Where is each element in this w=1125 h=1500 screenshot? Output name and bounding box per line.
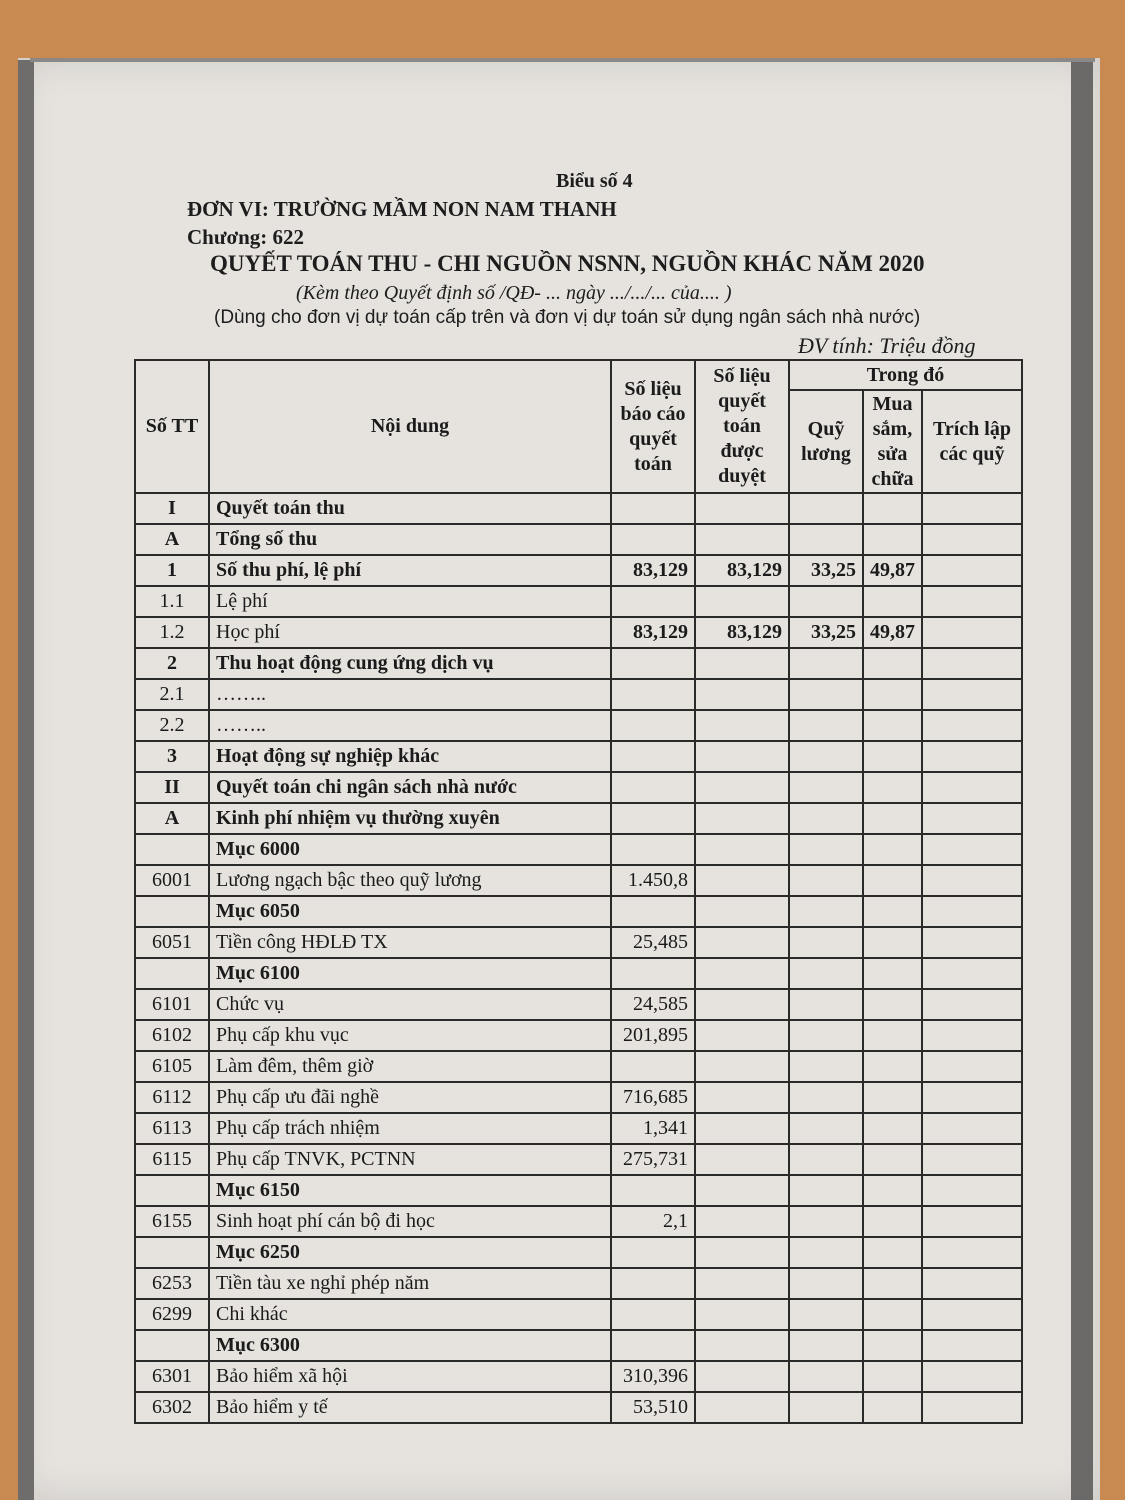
row-salary-fund (789, 834, 863, 865)
row-stt: 6253 (135, 1268, 209, 1299)
table-row (135, 741, 1022, 772)
row-reported (611, 1051, 695, 1082)
table-row (135, 1020, 1022, 1051)
row-stt (135, 896, 209, 927)
row-approved (695, 741, 789, 772)
chapter-label: Chương: 622 (187, 225, 304, 249)
table-row (135, 803, 1022, 834)
row-procurement (863, 1299, 922, 1330)
row-content: …….. (209, 679, 611, 710)
row-funds (922, 648, 1022, 679)
row-funds (922, 555, 1022, 586)
row-salary-fund (789, 741, 863, 772)
row-approved (695, 989, 789, 1020)
row-funds (922, 1113, 1022, 1144)
row-content: Chi khác (209, 1299, 611, 1330)
row-stt: 6113 (135, 1113, 209, 1144)
row-stt (135, 958, 209, 989)
row-content: Sinh hoạt phí cán bộ đi học (209, 1206, 611, 1237)
row-content: Mục 6150 (209, 1175, 611, 1206)
unit-of-measure: ĐV tính: Triệu đồng (798, 333, 976, 358)
table-row (135, 710, 1022, 741)
row-content: Tiền tàu xe nghỉ phép năm (209, 1268, 611, 1299)
row-content: Tổng số thu (209, 524, 611, 555)
row-salary-fund (789, 1330, 863, 1361)
col-header-procurement: Mua sắm, sửa chữa (863, 390, 922, 493)
table-row (135, 1268, 1022, 1299)
row-salary-fund (789, 710, 863, 741)
row-stt: 6155 (135, 1206, 209, 1237)
table-row (135, 1051, 1022, 1082)
table-row (135, 1206, 1022, 1237)
row-salary-fund (789, 1051, 863, 1082)
row-approved (695, 1144, 789, 1175)
col-header-of-which: Trong đó (789, 360, 1022, 390)
row-funds (922, 1392, 1022, 1423)
row-salary-fund (789, 927, 863, 958)
table-row (135, 1361, 1022, 1392)
row-procurement (863, 1020, 922, 1051)
row-content: Số thu phí, lệ phí (209, 555, 611, 586)
row-procurement (863, 679, 922, 710)
row-approved (695, 772, 789, 803)
settlement-table (134, 359, 1023, 1424)
row-content: Tiền công HĐLĐ TX (209, 927, 611, 958)
row-procurement (863, 741, 922, 772)
row-reported: 2,1 (611, 1206, 695, 1237)
row-procurement (863, 1051, 922, 1082)
row-procurement (863, 803, 922, 834)
row-stt (135, 1330, 209, 1361)
row-salary-fund (789, 1175, 863, 1206)
row-approved (695, 648, 789, 679)
row-approved (695, 803, 789, 834)
row-approved (695, 1392, 789, 1423)
table-row (135, 1330, 1022, 1361)
table-row (135, 927, 1022, 958)
row-procurement (863, 927, 922, 958)
row-approved (695, 1113, 789, 1144)
col-header-approved: Số liệu quyết toán được duyệt (695, 360, 789, 493)
row-salary-fund (789, 586, 863, 617)
row-reported (611, 958, 695, 989)
row-funds (922, 1051, 1022, 1082)
table-body (135, 493, 1022, 1423)
row-content: Quyết toán chi ngân sách nhà nước (209, 772, 611, 803)
row-funds (922, 1206, 1022, 1237)
row-reported: 1.450,8 (611, 865, 695, 896)
row-stt (135, 1237, 209, 1268)
row-funds (922, 927, 1022, 958)
row-content: Bảo hiểm xã hội (209, 1361, 611, 1392)
row-approved (695, 586, 789, 617)
row-procurement (863, 1330, 922, 1361)
row-salary-fund (789, 1361, 863, 1392)
row-stt: 2.1 (135, 679, 209, 710)
table-row (135, 648, 1022, 679)
paper-left-shadow (18, 60, 34, 1500)
row-procurement (863, 1392, 922, 1423)
row-stt (135, 1175, 209, 1206)
row-salary-fund (789, 896, 863, 927)
row-reported (611, 772, 695, 803)
row-stt: 6001 (135, 865, 209, 896)
row-procurement (863, 989, 922, 1020)
table-row (135, 989, 1022, 1020)
table-row (135, 834, 1022, 865)
row-funds (922, 834, 1022, 865)
row-funds (922, 741, 1022, 772)
row-procurement (863, 772, 922, 803)
row-procurement (863, 648, 922, 679)
row-procurement (863, 524, 922, 555)
table-header (135, 360, 1022, 493)
row-stt: 3 (135, 741, 209, 772)
row-reported (611, 1268, 695, 1299)
row-procurement (863, 1361, 922, 1392)
row-reported: 1,341 (611, 1113, 695, 1144)
row-reported (611, 834, 695, 865)
table-row (135, 586, 1022, 617)
row-reported: 716,685 (611, 1082, 695, 1113)
row-approved (695, 1020, 789, 1051)
table-row (135, 555, 1022, 586)
unit-name: ĐƠN VI: TRƯỜNG MẦM NON NAM THANH (187, 197, 617, 221)
row-procurement (863, 710, 922, 741)
row-procurement (863, 493, 922, 524)
row-salary-fund (789, 1299, 863, 1330)
row-stt: A (135, 524, 209, 555)
table-row (135, 1237, 1022, 1268)
row-stt: 1.2 (135, 617, 209, 648)
row-content: Mục 6050 (209, 896, 611, 927)
row-salary-fund (789, 1020, 863, 1051)
row-salary-fund (789, 1144, 863, 1175)
row-content: Phụ cấp ưu đãi nghề (209, 1082, 611, 1113)
row-salary-fund (789, 493, 863, 524)
row-reported (611, 896, 695, 927)
row-reported: 201,895 (611, 1020, 695, 1051)
row-salary-fund (789, 1392, 863, 1423)
row-procurement (863, 1082, 922, 1113)
row-procurement (863, 958, 922, 989)
row-salary-fund (789, 1082, 863, 1113)
table-row (135, 772, 1022, 803)
row-procurement: 49,87 (863, 617, 922, 648)
row-approved (695, 1268, 789, 1299)
row-stt: 6105 (135, 1051, 209, 1082)
row-reported (611, 803, 695, 834)
row-salary-fund (789, 1206, 863, 1237)
row-reported: 53,510 (611, 1392, 695, 1423)
row-funds (922, 896, 1022, 927)
row-reported (611, 1299, 695, 1330)
row-stt: 6299 (135, 1299, 209, 1330)
row-stt: 1.1 (135, 586, 209, 617)
row-content: Quyết toán thu (209, 493, 611, 524)
row-approved (695, 1237, 789, 1268)
row-salary-fund (789, 648, 863, 679)
row-approved: 83,129 (695, 617, 789, 648)
table-row (135, 1392, 1022, 1423)
row-salary-fund (789, 1268, 863, 1299)
row-approved (695, 1082, 789, 1113)
form-number: Biểu số 4 (556, 170, 633, 192)
row-salary-fund (789, 989, 863, 1020)
table-row (135, 1144, 1022, 1175)
row-procurement: 49,87 (863, 555, 922, 586)
row-funds (922, 679, 1022, 710)
row-approved (695, 865, 789, 896)
row-funds (922, 586, 1022, 617)
row-content: Học phí (209, 617, 611, 648)
row-content: Mục 6300 (209, 1330, 611, 1361)
paper-right-shadow (1071, 60, 1093, 1500)
row-approved (695, 1330, 789, 1361)
row-stt: I (135, 493, 209, 524)
row-funds (922, 1299, 1022, 1330)
row-stt: 6301 (135, 1361, 209, 1392)
row-stt: 6101 (135, 989, 209, 1020)
table-row (135, 896, 1022, 927)
row-procurement (863, 834, 922, 865)
table-row (135, 1299, 1022, 1330)
row-procurement (863, 1144, 922, 1175)
row-salary-fund (789, 1237, 863, 1268)
table-row (135, 493, 1022, 524)
row-salary-fund: 33,25 (789, 555, 863, 586)
row-stt (135, 834, 209, 865)
row-content: Lương ngạch bậc theo quỹ lương (209, 865, 611, 896)
row-approved (695, 679, 789, 710)
row-approved (695, 927, 789, 958)
row-content: Hoạt động sự nghiệp khác (209, 741, 611, 772)
row-content: …….. (209, 710, 611, 741)
row-funds (922, 1237, 1022, 1268)
row-content: Mục 6100 (209, 958, 611, 989)
row-funds (922, 1330, 1022, 1361)
row-reported: 24,585 (611, 989, 695, 1020)
row-funds (922, 1361, 1022, 1392)
row-procurement (863, 586, 922, 617)
row-approved (695, 896, 789, 927)
row-reported (611, 493, 695, 524)
row-approved (695, 1175, 789, 1206)
row-stt: 6302 (135, 1392, 209, 1423)
table-row (135, 865, 1022, 896)
row-salary-fund (789, 803, 863, 834)
row-reported (611, 1175, 695, 1206)
row-content: Mục 6250 (209, 1237, 611, 1268)
usage-note: (Dùng cho đơn vị dự toán cấp trên và đơn vị dự toán sử dụng ngân sách nhà nước) (214, 307, 921, 328)
row-content: Làm đêm, thêm giờ (209, 1051, 611, 1082)
row-approved (695, 524, 789, 555)
row-funds (922, 1175, 1022, 1206)
row-approved (695, 1206, 789, 1237)
row-approved (695, 1361, 789, 1392)
row-reported (611, 586, 695, 617)
row-procurement (863, 896, 922, 927)
row-funds (922, 958, 1022, 989)
row-funds (922, 772, 1022, 803)
row-approved (695, 1051, 789, 1082)
row-reported: 275,731 (611, 1144, 695, 1175)
col-header-content: Nội dung (209, 360, 611, 493)
row-funds (922, 803, 1022, 834)
row-stt: 2.2 (135, 710, 209, 741)
row-funds (922, 989, 1022, 1020)
row-reported: 310,396 (611, 1361, 695, 1392)
row-stt: 6102 (135, 1020, 209, 1051)
row-funds (922, 1082, 1022, 1113)
row-funds (922, 865, 1022, 896)
row-reported (611, 524, 695, 555)
row-salary-fund (789, 524, 863, 555)
col-header-funds: Trích lập các quỹ (922, 390, 1022, 493)
table-row (135, 1082, 1022, 1113)
row-funds (922, 1144, 1022, 1175)
row-reported: 83,129 (611, 555, 695, 586)
row-content: Kinh phí nhiệm vụ thường xuyên (209, 803, 611, 834)
row-funds (922, 1268, 1022, 1299)
row-content: Phụ cấp khu vục (209, 1020, 611, 1051)
row-reported (611, 648, 695, 679)
paper-top-edge (30, 58, 1095, 62)
table-row (135, 679, 1022, 710)
row-reported (611, 710, 695, 741)
row-reported (611, 1330, 695, 1361)
row-reported: 25,485 (611, 927, 695, 958)
row-approved (695, 958, 789, 989)
row-content: Lệ phí (209, 586, 611, 617)
row-funds (922, 524, 1022, 555)
row-procurement (863, 1113, 922, 1144)
row-funds (922, 617, 1022, 648)
row-salary-fund: 33,25 (789, 617, 863, 648)
row-stt: 6112 (135, 1082, 209, 1113)
row-salary-fund (789, 865, 863, 896)
row-approved (695, 493, 789, 524)
row-content: Chức vụ (209, 989, 611, 1020)
row-stt: 6051 (135, 927, 209, 958)
row-procurement (863, 865, 922, 896)
row-approved: 83,129 (695, 555, 789, 586)
row-stt: II (135, 772, 209, 803)
row-procurement (863, 1206, 922, 1237)
row-stt: 1 (135, 555, 209, 586)
table-row (135, 1113, 1022, 1144)
row-stt: A (135, 803, 209, 834)
row-reported (611, 679, 695, 710)
table-row (135, 617, 1022, 648)
row-approved (695, 834, 789, 865)
row-content: Mục 6000 (209, 834, 611, 865)
row-content: Phụ cấp trách nhiệm (209, 1113, 611, 1144)
row-content: Thu hoạt động cung ứng dịch vụ (209, 648, 611, 679)
row-procurement (863, 1268, 922, 1299)
col-header-reported: Số liệu báo cáo quyết toán (611, 360, 695, 493)
col-header-salary-fund: Quỹ lương (789, 390, 863, 493)
row-reported: 83,129 (611, 617, 695, 648)
row-stt: 6115 (135, 1144, 209, 1175)
table-row (135, 958, 1022, 989)
document-subtitle: (Kèm theo Quyết định số /QĐ- ... ngày .../.../... của.... ) (296, 282, 732, 304)
row-salary-fund (789, 772, 863, 803)
row-funds (922, 710, 1022, 741)
row-salary-fund (789, 679, 863, 710)
row-reported (611, 1237, 695, 1268)
row-content: Bảo hiểm y tế (209, 1392, 611, 1423)
row-funds (922, 1020, 1022, 1051)
row-reported (611, 741, 695, 772)
row-funds (922, 493, 1022, 524)
table-row (135, 524, 1022, 555)
row-content: Phụ cấp TNVK, PCTNN (209, 1144, 611, 1175)
row-salary-fund (789, 1113, 863, 1144)
row-approved (695, 710, 789, 741)
row-procurement (863, 1175, 922, 1206)
document-title: QUYẾT TOÁN THU - CHI NGUỒN NSNN, NGUỒN KHÁC NĂM 2020 (210, 251, 925, 276)
table-row (135, 1175, 1022, 1206)
col-header-stt: Số TT (135, 360, 209, 493)
row-procurement (863, 1237, 922, 1268)
row-stt: 2 (135, 648, 209, 679)
row-approved (695, 1299, 789, 1330)
row-salary-fund (789, 958, 863, 989)
